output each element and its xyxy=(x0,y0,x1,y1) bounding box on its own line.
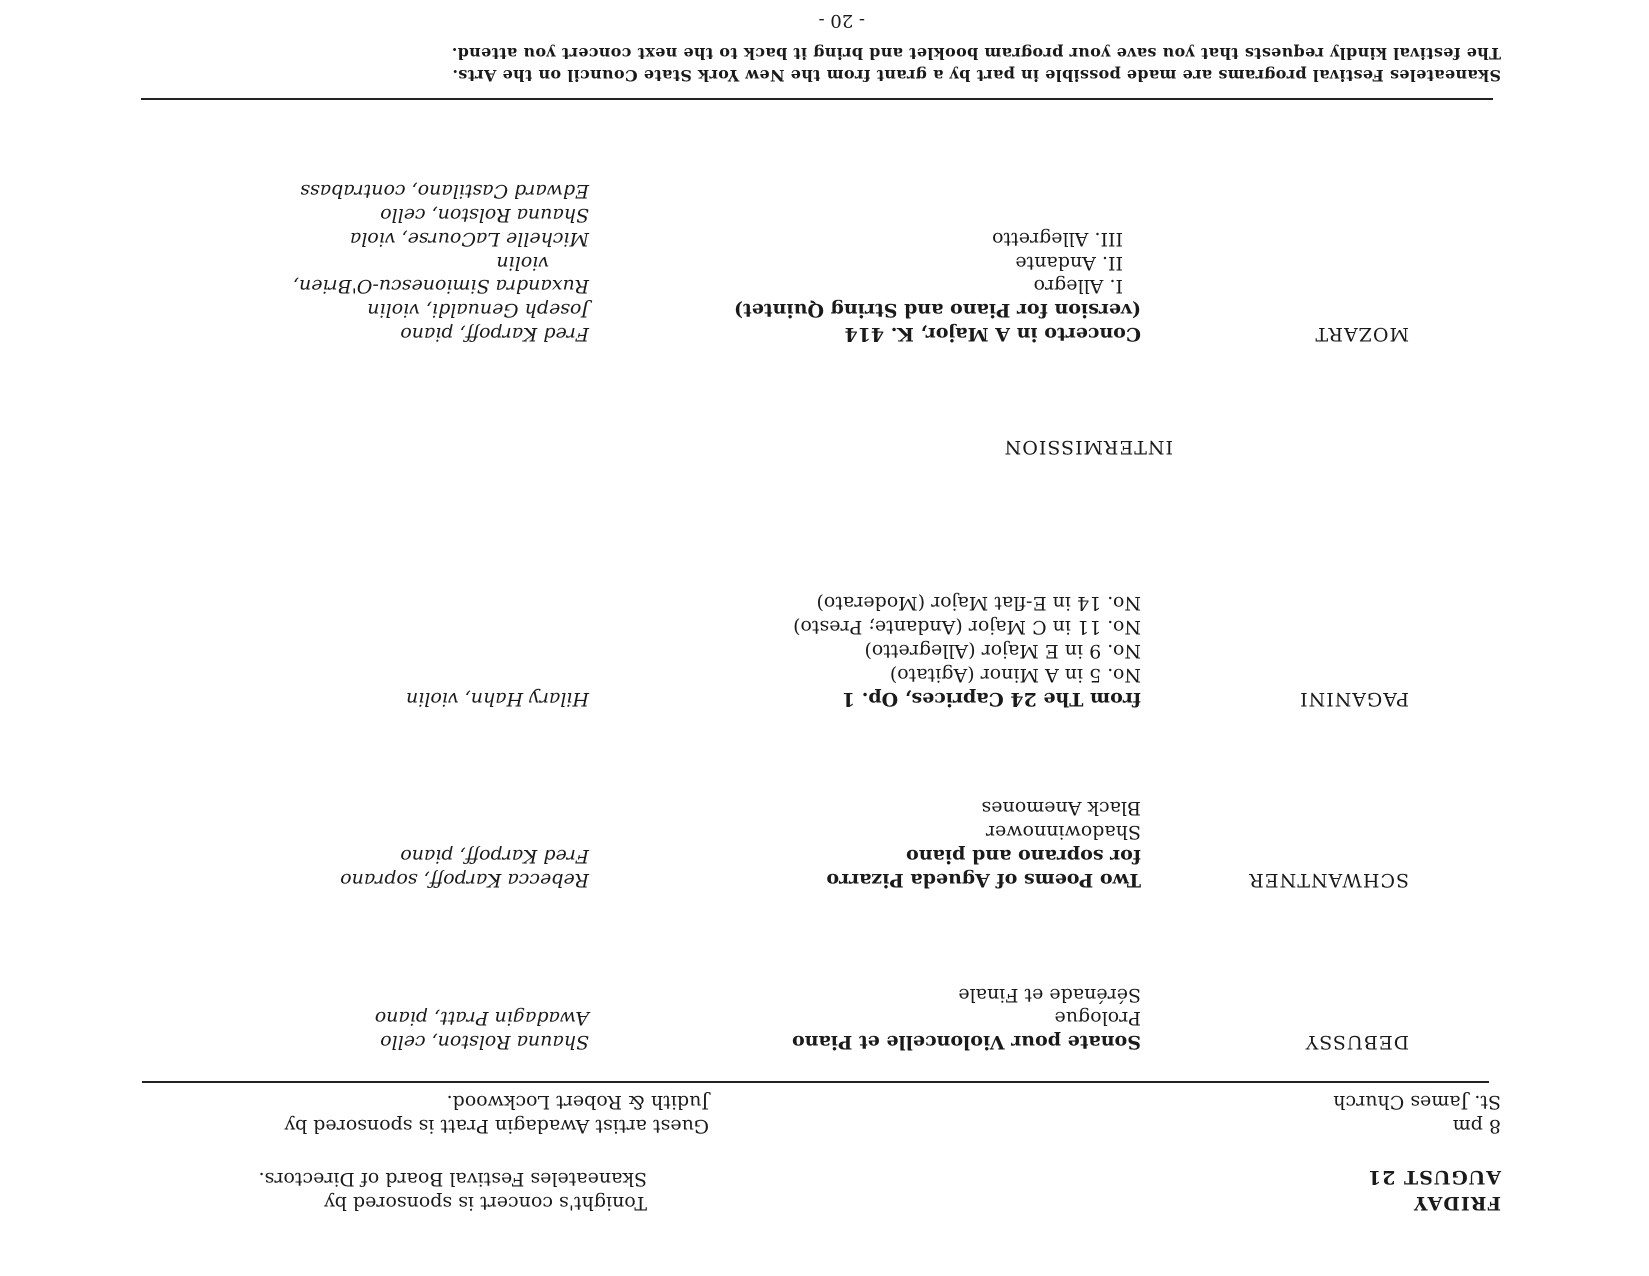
composer-schwantner: SCHWANTNER xyxy=(1248,869,1409,891)
footer-divider xyxy=(141,98,1493,100)
movement-item: No. 9 in E Major (Allegretto) xyxy=(864,640,1141,662)
work-title-mozart: Concerto in A Major, K. 414 xyxy=(844,323,1141,345)
performer-item: Rebecca Karpoff, soprano xyxy=(340,869,589,891)
footer-line-1: Skaneateles Festival programs are made possible in part by a grant from the New York State Council on the Arts. xyxy=(452,66,1501,85)
concert-date: AUGUST 21 xyxy=(1366,1166,1501,1188)
concert-venue: St. James Church xyxy=(1333,1091,1501,1113)
footer-note xyxy=(451,42,1501,86)
page-number: - 20 - xyxy=(818,10,865,31)
performer-item: Shauna Rolston, cello xyxy=(380,1031,589,1053)
movement-item: II. Andante xyxy=(1015,252,1123,274)
work-subtitle-mozart: (version for Piano and String Quintet) xyxy=(733,299,1141,321)
performer-item: Awadagin Pratt, piano xyxy=(374,1007,589,1029)
time-venue xyxy=(1333,1090,1501,1138)
movement-item: Black Anemones xyxy=(981,797,1141,819)
footer-line-2: The festival kindly requests that you save your program booklet and bring it back to the next concert you attend. xyxy=(451,44,1501,63)
performer-item: Shauna Rolston, cello xyxy=(380,204,589,226)
movement-item: No. 14 in E-flat Major (Moderato) xyxy=(816,592,1141,614)
composer-paganini: PAGANINI xyxy=(1299,688,1409,710)
intermission-label: INTERMISSION xyxy=(1003,436,1173,458)
performer-item: Fred Karpoff, piano xyxy=(400,323,589,345)
header-divider xyxy=(142,1081,1489,1083)
movement-item: I. Allegro xyxy=(1033,275,1123,297)
performer-item: Hilary Hahn, violin xyxy=(406,688,589,710)
movement-item: Shadowinnower xyxy=(985,821,1141,843)
guest-sponsor-note xyxy=(284,1090,709,1138)
composer-debussy: DEBUSSY xyxy=(1304,1031,1409,1053)
sponsor-line-2: Skaneateles Festival Board of Directors. xyxy=(258,1168,647,1190)
concert-day: FRIDAY xyxy=(1412,1192,1501,1214)
guest-line-2: Judith & Robert Lockwood. xyxy=(446,1091,709,1113)
movement-item: No. 5 in A Minor (Agitato) xyxy=(889,664,1141,686)
sponsor-note xyxy=(259,1167,647,1215)
movement-item: No. 11 in C Major (Andante; Presto) xyxy=(793,616,1141,638)
concert-day-date xyxy=(1367,1164,1501,1216)
movement-item: Prologue xyxy=(1054,1007,1141,1029)
sponsor-line-1: Tonight's concert is sponsored by xyxy=(323,1192,647,1214)
performer-item: Fred Karpoff, piano xyxy=(400,845,589,867)
work-title-paganini: from The 24 Caprices, Op. 1 xyxy=(841,688,1141,710)
movement-item: III. Allegretto xyxy=(992,228,1123,250)
work-title-schwantner: Two Poems of Agueda Pizarro xyxy=(826,869,1141,891)
performer-item: Edward Castilano, contrabass xyxy=(300,180,589,202)
performer-item: Joseph Genualdi, violin xyxy=(367,299,589,321)
guest-line-1: Guest artist Awadagin Pratt is sponsored by xyxy=(284,1115,709,1137)
composer-mozart: MOZART xyxy=(1314,323,1409,345)
performer-item: Michelle LaCourse, viola xyxy=(349,228,589,250)
concert-time: 8 pm xyxy=(1452,1115,1501,1137)
performer-item: violin xyxy=(496,252,549,274)
work-subtitle-schwantner: for soprano and piano xyxy=(906,845,1141,867)
performer-item: Ruxandra Simionescu-O'Brien, xyxy=(292,275,589,297)
movement-item: Sérénade et Finale xyxy=(958,984,1141,1006)
work-title-debussy: Sonate pour Violoncelle et Piano xyxy=(792,1031,1141,1053)
